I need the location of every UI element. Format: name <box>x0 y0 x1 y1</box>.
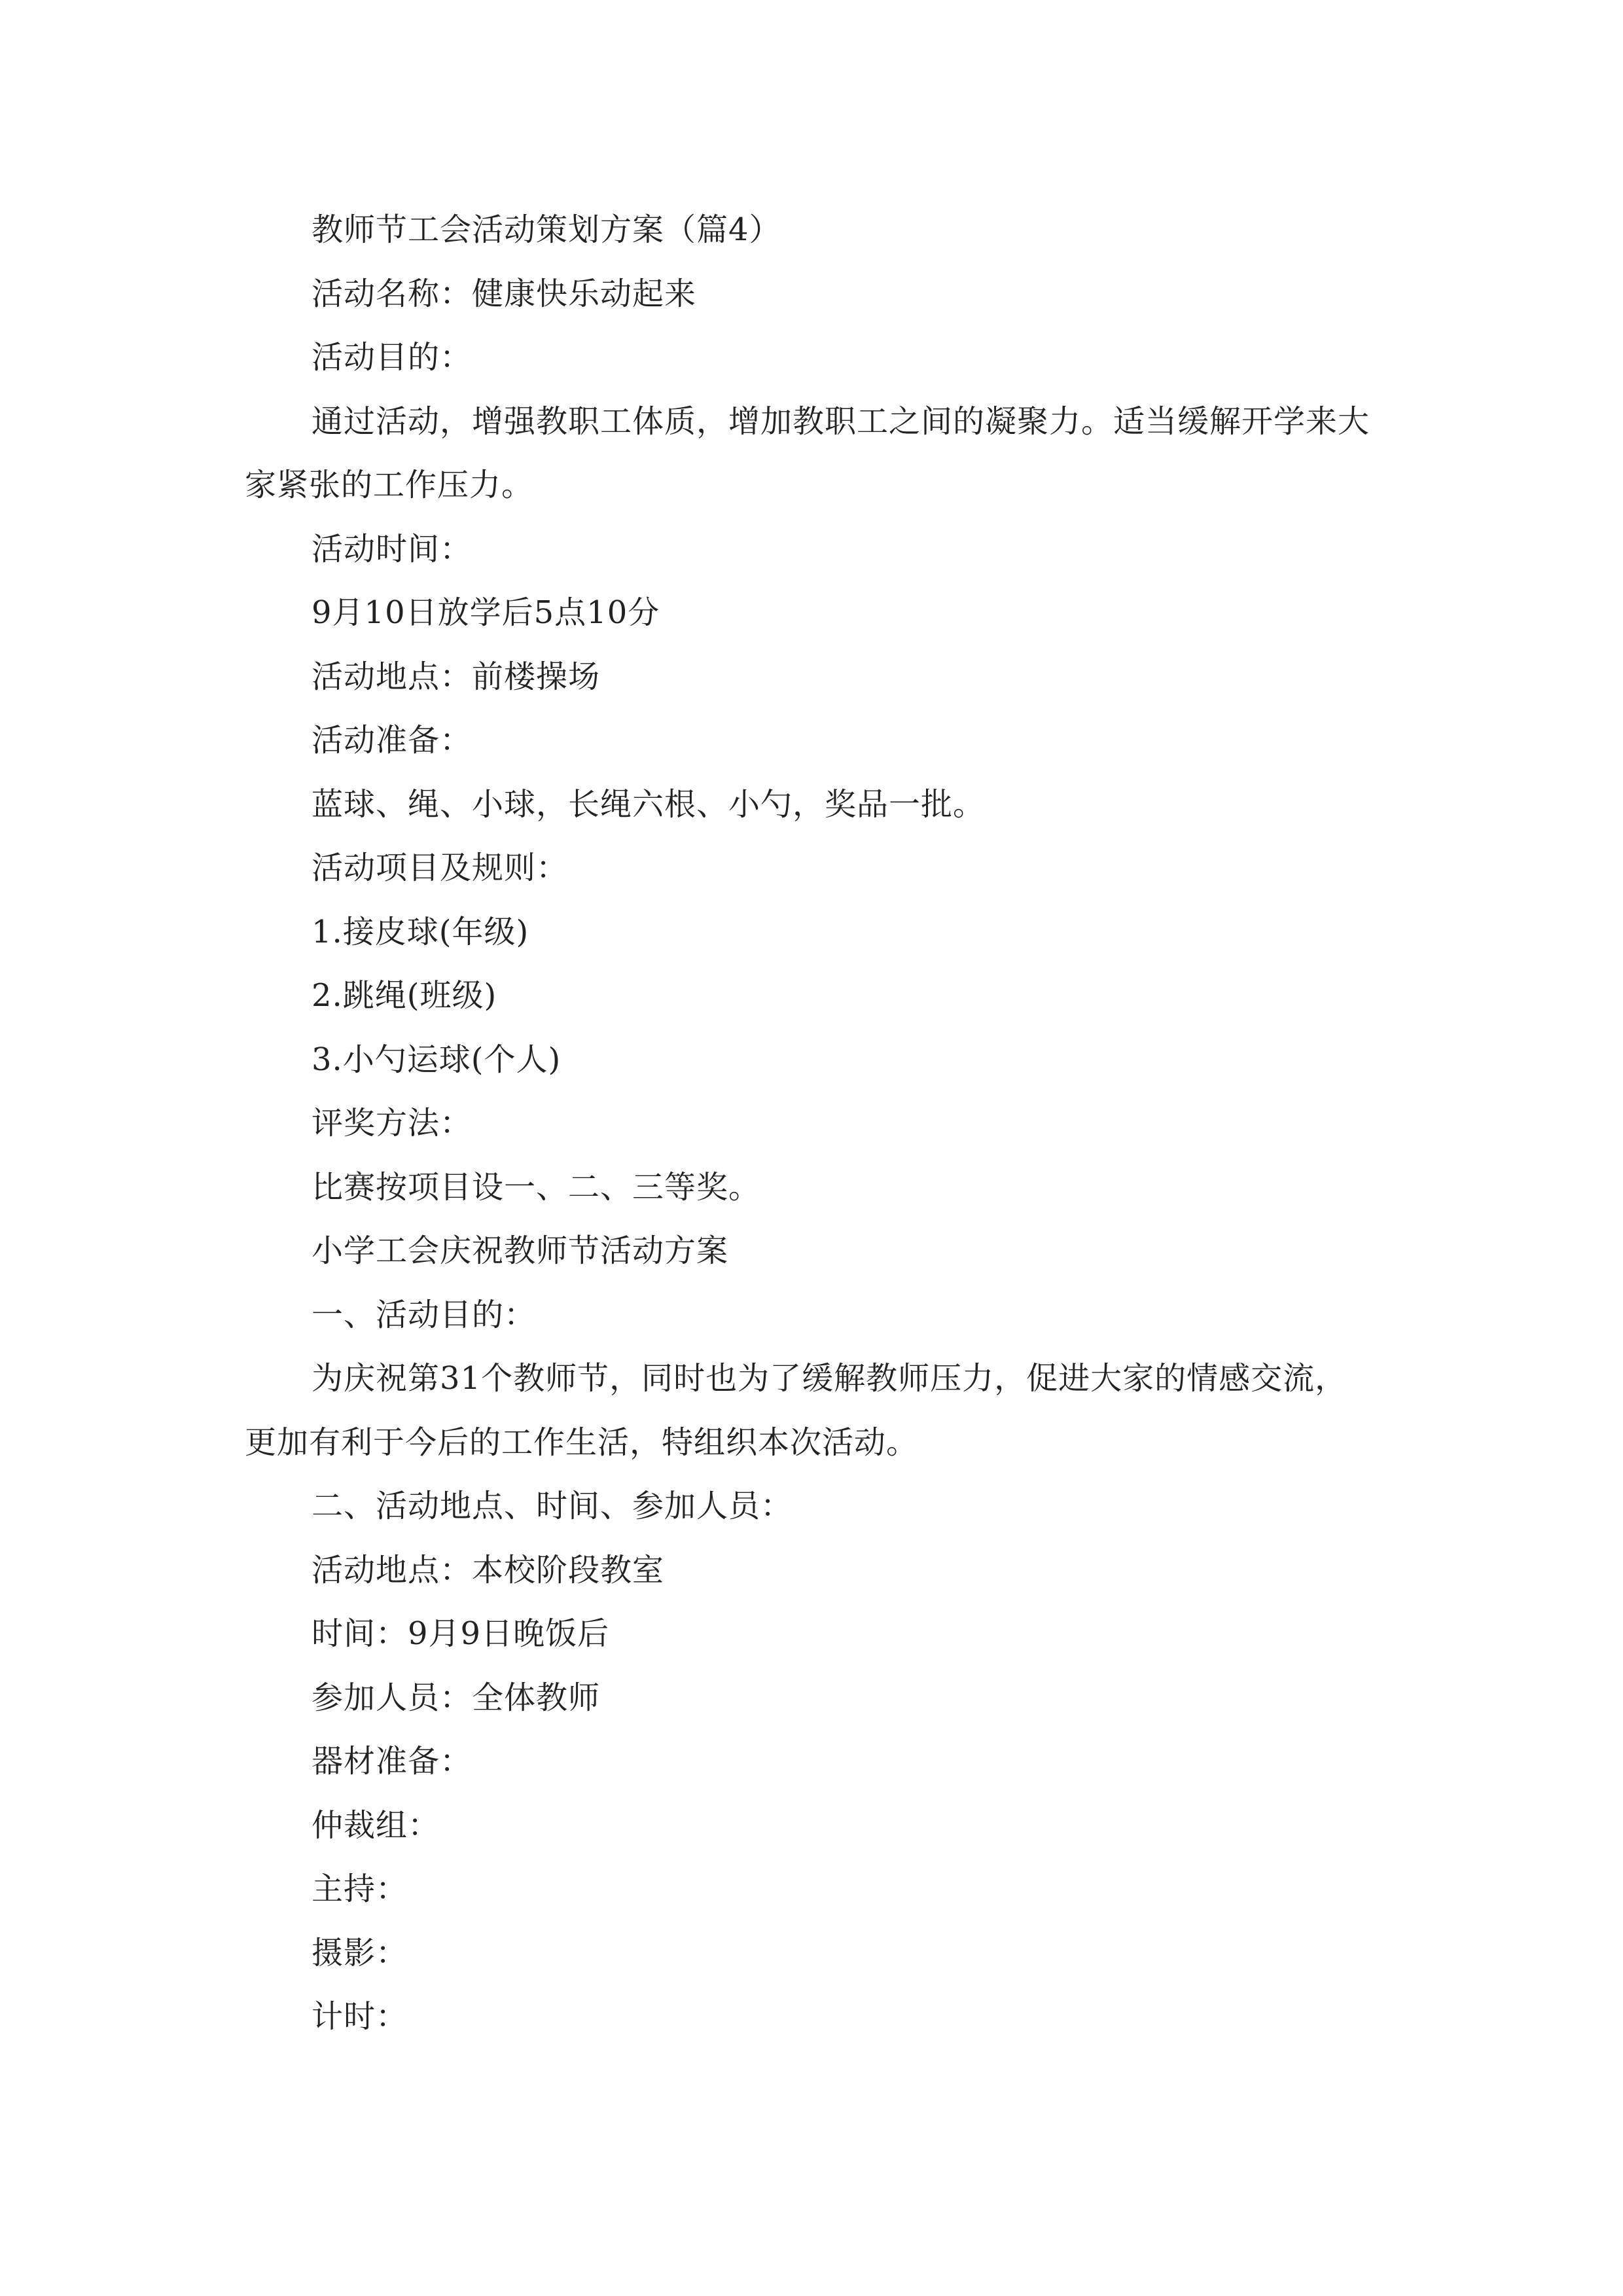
award-method-text: 比赛按项目设一、二、三等奖。 <box>312 1168 761 1206</box>
activity-prep-heading: 活动准备： <box>312 722 473 759</box>
activity-time-text: 9月10日放学后5点10分 <box>312 594 660 631</box>
activity-rules-heading: 活动项目及规则： <box>312 850 569 886</box>
arbitration-group: 仲裁组： <box>312 1806 440 1844</box>
rule-item: 2.跳绳(班级) <box>312 977 497 1014</box>
host: 主持： <box>312 1871 408 1907</box>
section-title: 小学工会庆祝教师节活动方案 <box>312 1232 729 1269</box>
award-method-heading: 评奖方法： <box>312 1105 473 1141</box>
activity-prep-text: 蓝球、绳、小球，长绳六根、小勺，奖品一批。 <box>312 785 986 823</box>
doc-title: 教师节工会活动策划方案（篇4） <box>312 211 781 248</box>
activity-name: 活动名称：健康快乐动起来 <box>312 275 697 312</box>
section-details-heading: 二、活动地点、时间、参加人员： <box>312 1488 793 1524</box>
activity-purpose-heading: 活动目的： <box>312 339 473 376</box>
rule-item: 3.小勺运球(个人) <box>312 1041 562 1078</box>
section-time: 时间：9月9日晚饭后 <box>312 1615 610 1652</box>
section-participants: 参加人员：全体教师 <box>312 1679 601 1716</box>
photography: 摄影： <box>312 1934 408 1971</box>
section-location: 活动地点：本校阶段教室 <box>312 1551 665 1588</box>
rule-item: 1.接皮球(年级) <box>312 913 529 950</box>
equipment-heading: 器材准备： <box>312 1743 473 1780</box>
timekeeping: 计时： <box>312 1998 408 2035</box>
activity-location: 活动地点：前楼操场 <box>312 658 601 695</box>
activity-time-heading: 活动时间： <box>312 530 473 567</box>
section-purpose-text: 为庆祝第31个教师节，同时也为了缓解教师压力，促进大家的情感交流，更加有利于今后的工作生活，特组织本次活动。 <box>245 1360 1347 1461</box>
activity-purpose-text: 通过活动，增强教职工体质，增加教职工之间的凝聚力。适当缓解开学来大家紧张的工作压力。 <box>245 403 1370 503</box>
section-purpose-heading: 一、活动目的： <box>312 1296 537 1333</box>
document-body <box>245 198 1377 2049</box>
